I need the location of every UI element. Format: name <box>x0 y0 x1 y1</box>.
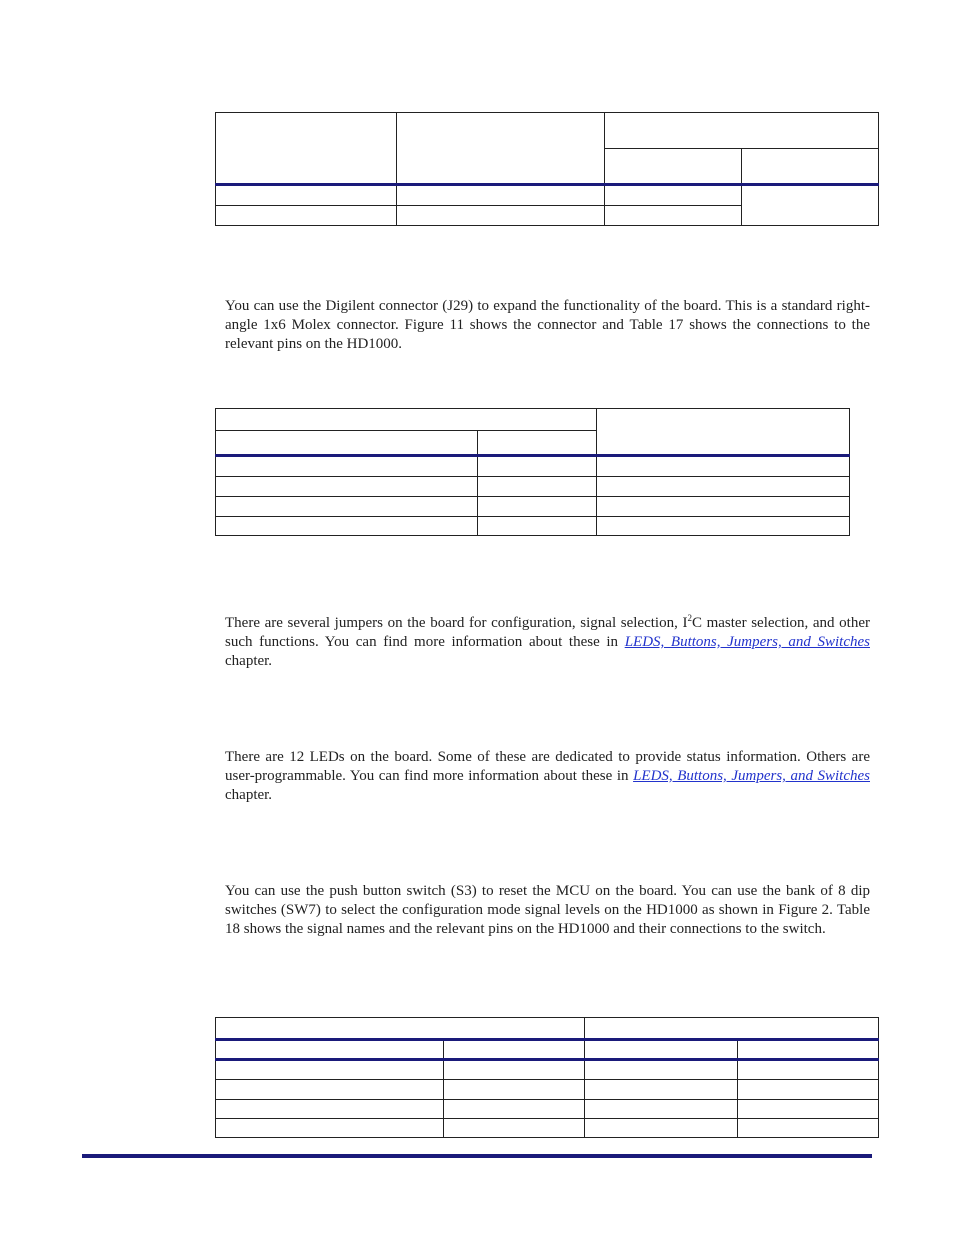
leds-chapter-link[interactable]: LEDS, Buttons, Jumpers, and Switches <box>633 768 870 784</box>
table-top-header-rule <box>215 183 879 186</box>
table-18-header-rule <box>215 1058 879 1061</box>
leds-text: There are 12 LEDs on the board. Some of these are dedicated to provide status information. Others are user-programmable. You can find more information about these in <box>225 749 870 784</box>
jumpers-text-cont: C master selection, and other such functions. You can find more information about these in <box>225 615 871 650</box>
table-top <box>215 112 879 226</box>
jumpers-text: There are several jumpers on the board for configuration, signal selection, I <box>225 615 688 631</box>
table-17-rule <box>215 516 850 517</box>
table-18-header-rule <box>215 1038 879 1041</box>
table-17-header-rule <box>215 454 850 457</box>
jumpers-tail: chapter. <box>225 653 273 669</box>
leds-chapter-link[interactable]: LEDS, Buttons, Jumpers, and Switches <box>624 634 870 650</box>
paragraph-switches: You can use the push button switch (S3) to reset the MCU on the board. You can use the bank of 8 dip switches (SW7) to select the configuration mode signal levels on the HD1000 as shown in Figure 2. Table 18 shows the signal names and the relevant pins on the HD1000 and their connections to the switch. <box>225 883 870 937</box>
table-17-divider <box>477 430 478 536</box>
paragraph-jumpers <box>225 614 870 671</box>
table-top-rule <box>215 205 741 206</box>
table-top-rule <box>604 148 879 149</box>
table-18-rule <box>215 1099 879 1100</box>
table-top-divider <box>604 112 605 226</box>
table-18-rule <box>215 1118 879 1119</box>
table-17-rule <box>215 476 850 477</box>
table-17-rule <box>215 496 850 497</box>
table-18-divider <box>443 1040 444 1138</box>
table-18-divider <box>584 1017 585 1138</box>
paragraph-digilent-connector: You can use the Digilent connector (J29) to expand the functionality of the board. This is a standard right-angle 1x6 Molex connector. Figure 11 shows the connector and Table 17 shows the connections to the relevant pins on the HD1000. <box>225 298 870 352</box>
table-18 <box>215 1017 879 1138</box>
table-top-divider <box>396 112 397 226</box>
footer-rule <box>82 1154 872 1158</box>
table-top-divider <box>741 148 742 226</box>
table-18-rule <box>215 1079 879 1080</box>
table-17-rule <box>215 430 596 431</box>
leds-tail: chapter. <box>225 787 273 803</box>
superscript: 2 <box>687 613 692 623</box>
table-18-divider <box>737 1040 738 1138</box>
paragraph-leds <box>225 748 870 805</box>
